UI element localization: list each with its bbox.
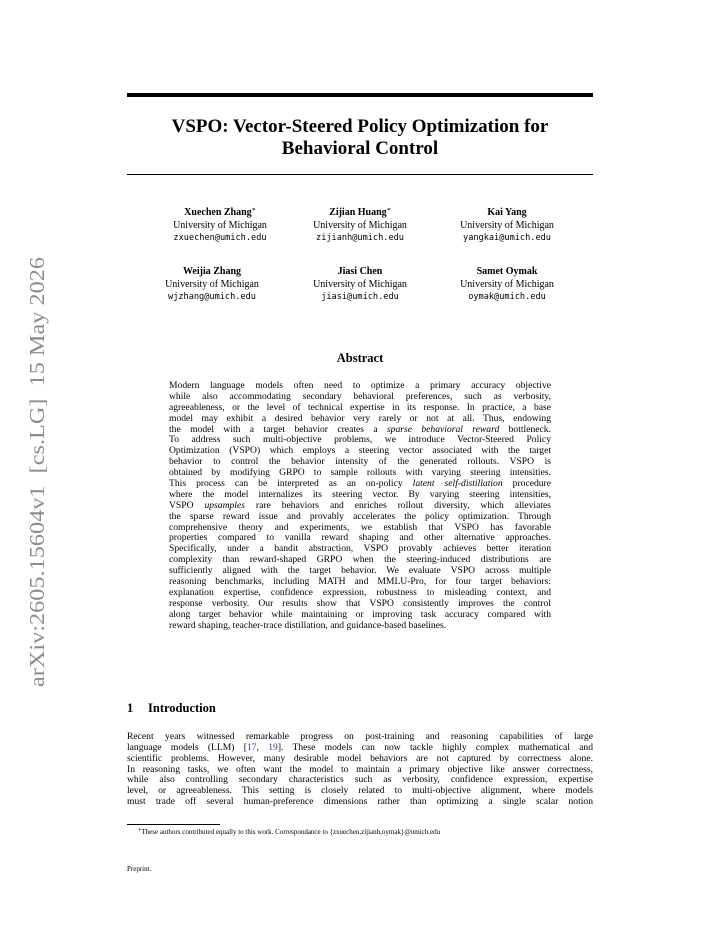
abstract-line: comprehensive theory and experiments, we establish that VSPO has favorable (169, 521, 551, 533)
footnote (138, 828, 440, 836)
paper-title-line-2: Behavioral Control (281, 138, 439, 159)
abstract-line: complexity than reward-shaped GRPO when the steering-induced distributions are (169, 554, 551, 566)
body-line: scientific problems. However, many desirable model behaviors are not captured by correctness alone. (127, 752, 593, 764)
author-affiliation: University of Michigan (460, 278, 554, 290)
abstract-heading: Abstract (336, 351, 384, 365)
author-block (290, 207, 430, 245)
abstract-line: model may exhibit a desired behavior very rarely or not at all. Thus, endowing (169, 412, 551, 424)
citation-link[interactable]: 19 (268, 741, 278, 753)
author-email[interactable]: zxuechen@umich.edu (173, 233, 267, 243)
author-block (150, 207, 290, 245)
equal-contribution-mark: ∗ (386, 207, 391, 213)
emphasis-upsamples: upsamples (204, 499, 245, 511)
abstract-line: sufficiently aligned with the target behavior. We evaluate VSPO across multiple (169, 565, 551, 577)
author-affiliation: University of Michigan (165, 278, 259, 290)
abstract-text (169, 381, 551, 631)
abstract-line: agreeableness, or the level of technical expertise in its response. In practice, a base (169, 401, 551, 413)
body-line: level, or agreeableness. This setting is closely related to multi-objective alignment, where models (127, 785, 593, 797)
body-line: must trade off several human-preference dimensions rather than optimizing a single scalar notion (127, 796, 593, 808)
section-number: 1 (127, 701, 134, 715)
abstract-line: To address such multi-objective problems, we introduce Vector-Steered Policy (169, 434, 551, 446)
preprint-label: Preprint. (127, 865, 152, 873)
footnote-rule (127, 824, 220, 825)
abstract-line: obtained by modifying GRPO to sample rollouts with varying steering intensities. (169, 467, 551, 479)
abstract-line: This process can be interpreted as an on-policy latent self-distillation procedure (169, 478, 552, 490)
author-email[interactable]: jiasi@umich.edu (321, 292, 399, 302)
paper-title (127, 116, 593, 160)
author-email[interactable]: wjzhang@umich.edu (168, 292, 256, 302)
title-top-rule (127, 93, 593, 97)
abstract-line: while also accommodating secondary behavioral preferences, such as verbosity, (169, 390, 551, 402)
section-heading (127, 701, 216, 716)
title-bottom-rule (127, 174, 593, 175)
abstract-line: explanation expertise, confidence expression, robustness to misleading context, and (169, 586, 551, 598)
author-name: Samet Oymak (476, 266, 538, 277)
body-line: language models (LLM) [17, 19]. These models can now tackle highly complex mathematical and (127, 741, 594, 753)
author-name: Kai Yang (487, 207, 527, 218)
author-email[interactable]: zijianh@umich.edu (316, 233, 404, 243)
abstract-line: where the model internalizes its steering vector. By varying steering intensities, (169, 488, 551, 500)
abstract-line: VSPO upsamples rare behaviors and enriches rollout diversity, which alleviates (169, 499, 551, 511)
author-name: Weijia Zhang (182, 266, 242, 277)
arxiv-identifier-stamp[interactable] (4, 255, 64, 687)
author-block (437, 207, 577, 245)
author-name: Jiasi Chen (337, 266, 383, 277)
author-affiliation: University of Michigan (460, 219, 554, 231)
author-block (142, 266, 282, 304)
author-affiliation: University of Michigan (173, 219, 267, 231)
footnote-mark: ∗ (138, 828, 142, 833)
abstract-line: Optimization (VSPO) which employs a steering vector associated with the target (169, 445, 551, 457)
author-affiliation: University of Michigan (313, 278, 407, 290)
abstract-line: Modern language models often need to optimize a primary accuracy objective (169, 380, 551, 391)
abstract-line: properties compared to vanilla reward shaping and other alternative approaches. (169, 532, 551, 544)
author-email[interactable]: yangkai@umich.edu (463, 233, 551, 243)
emphasis-sparse-reward: sparse behavioral reward (386, 423, 500, 435)
author-affiliation: University of Michigan (313, 219, 407, 231)
body-line: In reasoning tasks, we often want the model to maintain a primary objective like answer correctness, (127, 763, 593, 775)
abstract-line: along target behavior while maintaining or improving task accuracy compared with (169, 608, 551, 620)
author-block (437, 266, 577, 304)
abstract-line: response verbosity. Our results show that VSPO consistently improves the control (169, 597, 551, 609)
abstract-line: Specifically, under a bandit abstraction, VSPO provably achieves better iteration (169, 543, 551, 555)
author-name: Xuechen Zhang∗ (184, 207, 256, 218)
abstract-line: reasoning benchmarks, including MATH and MMLU-Pro, for four target behaviors: (169, 576, 551, 588)
section-title: Introduction (148, 701, 216, 715)
body-line: Recent years witnessed remarkable progress on post-training and reasoning capabilities of large (127, 731, 593, 742)
abstract-line: the model with a target behavior creates a sparse behavioral reward bottleneck. (169, 423, 551, 435)
introduction-text (127, 732, 593, 808)
author-email[interactable]: oymak@umich.edu (468, 292, 546, 302)
author-block (290, 266, 430, 304)
footnote-text: These authors contributed equally to this work. Correspondance to {zxuechen,zijianh,oymak}@umich.edu (141, 828, 441, 836)
paper-title-line-1: VSPO: Vector-Steered Policy Optimization for (171, 116, 549, 137)
author-name: Zijian Huang∗ (329, 207, 391, 218)
abstract-line: the sparse reward issue and provably accelerates the policy optimization. Through (169, 510, 551, 522)
arxiv-identifier-text: arXiv:2605.15604v1 [cs.LG] 15 May 2026 (25, 306, 49, 687)
body-line: while also controlling secondary characteristics such as verbosity, confidence expression, expertise (127, 774, 593, 786)
emphasis-self-distillation: latent self-distillation (412, 478, 503, 490)
abstract-line: behavior to control the behavior intensity of the generated rollouts. VSPO is (169, 456, 551, 468)
citation-link[interactable]: 17 (246, 741, 257, 753)
equal-contribution-mark: ∗ (251, 207, 256, 213)
abstract-line: reward shaping, teacher-trace distillation, and guidance-based baselines. (169, 619, 447, 631)
